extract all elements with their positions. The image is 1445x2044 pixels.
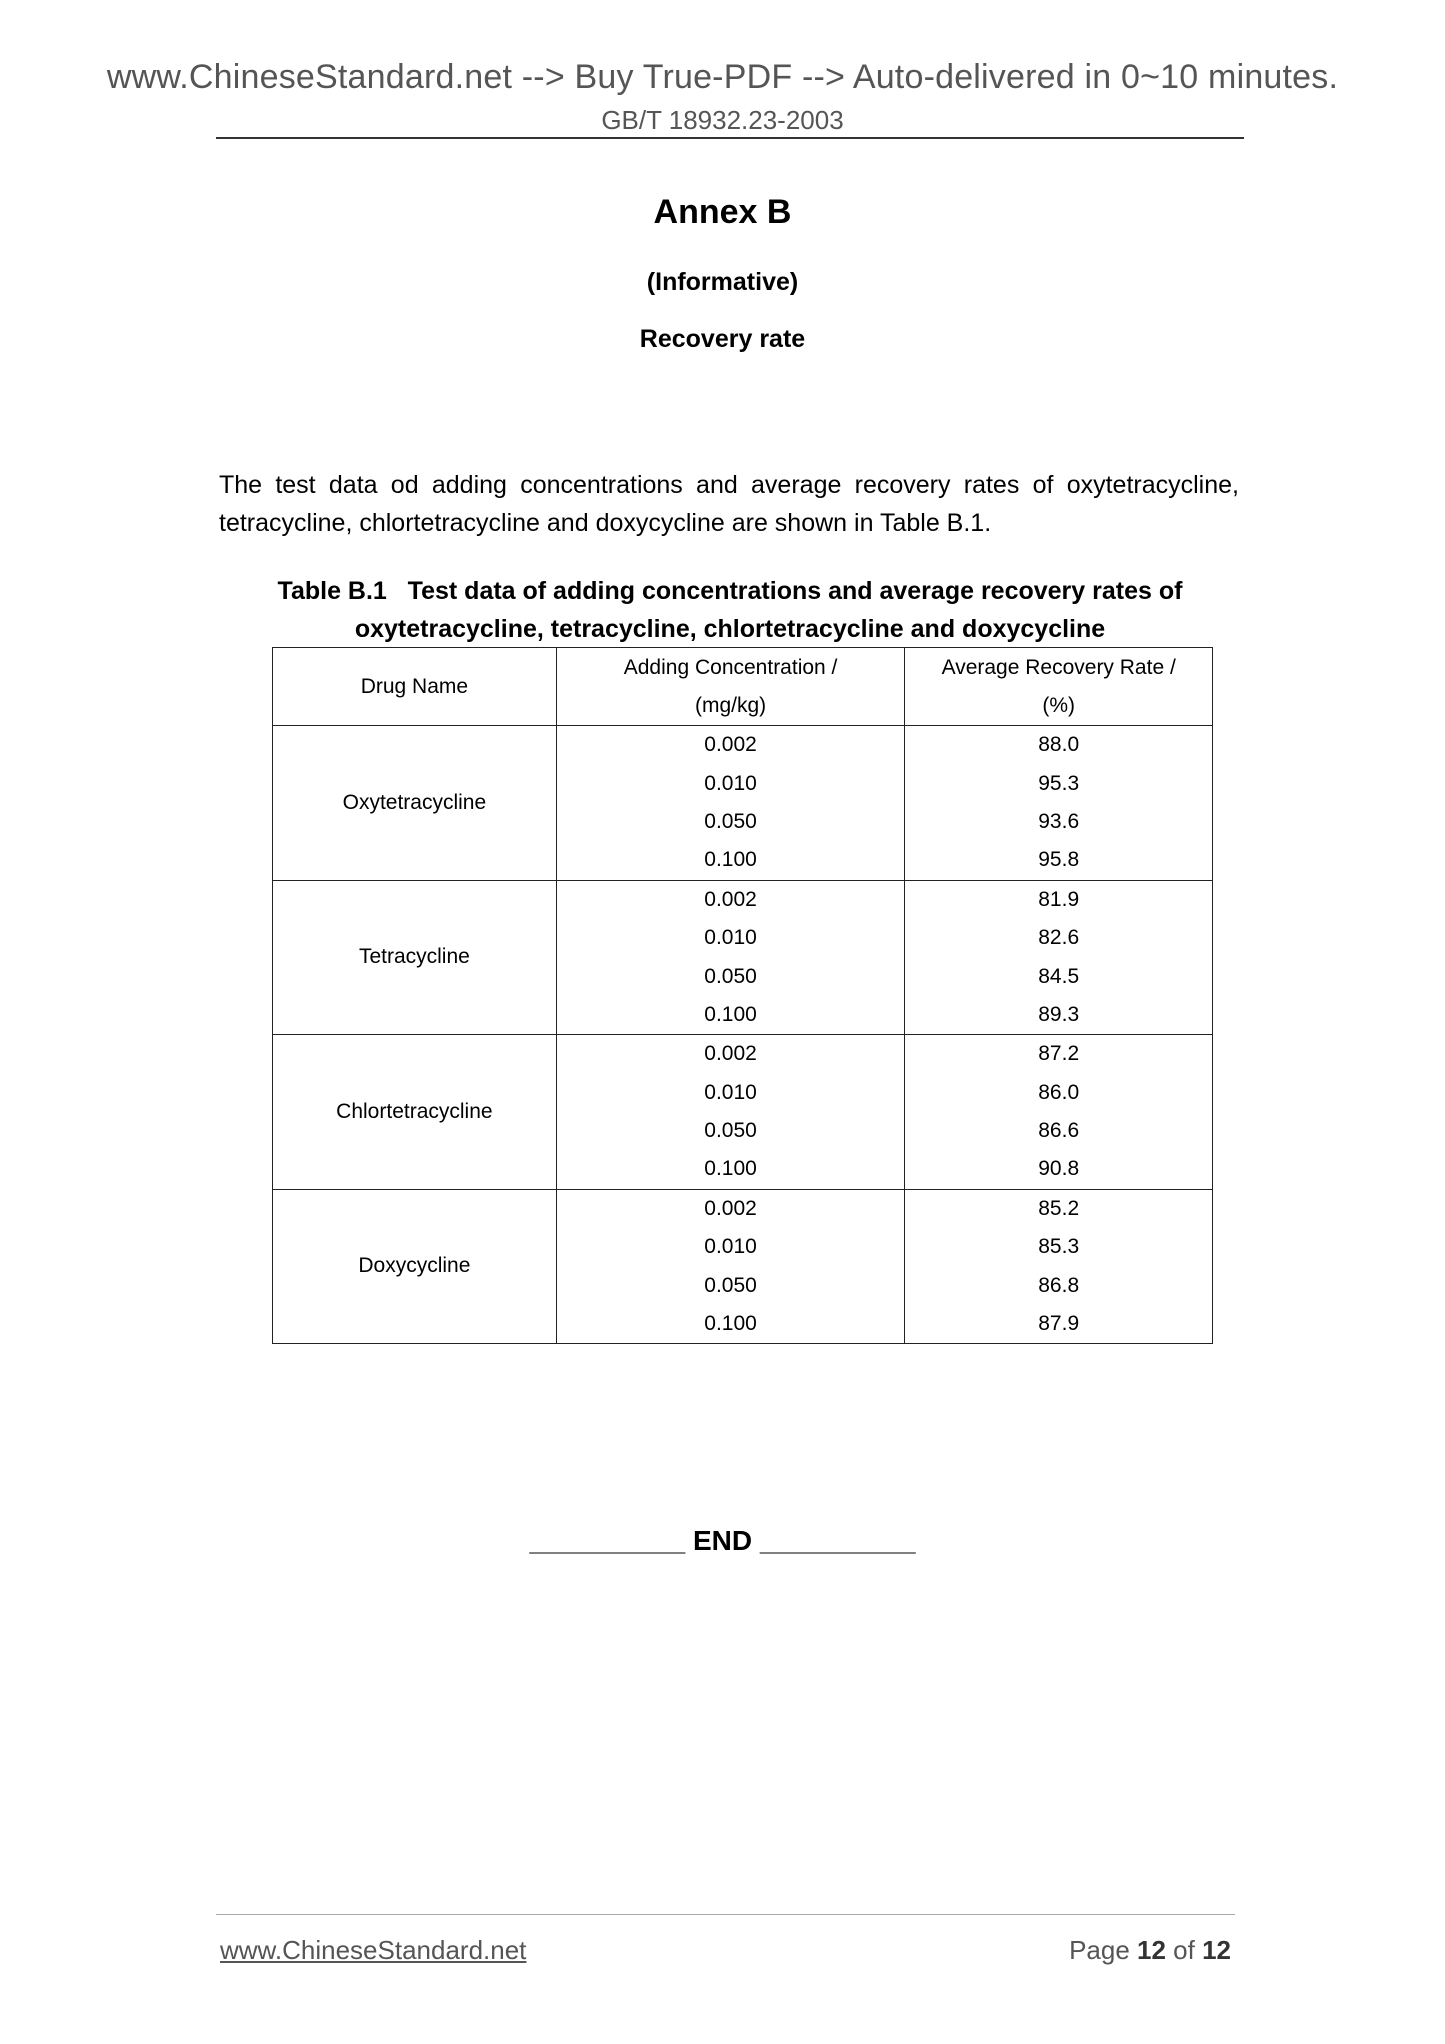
page-total: 12 [1202,1935,1231,1965]
footer-site-link[interactable]: www.ChineseStandard.net [220,1935,527,1965]
concentration-cell: 0.002 [556,880,905,919]
page-of: of [1165,1935,1203,1965]
table-caption-line-2: oxytetracycline, tetracycline, chlortetracycline and doxycycline [354,615,1106,643]
concentration-cell: 0.010 [556,764,905,802]
drug-name-cell: Doxycycline [273,1189,557,1344]
recovery-rate-cell: 88.0 [905,726,1213,765]
concentration-cell: 0.002 [556,726,905,765]
recovery-rate-cell: 81.9 [905,880,1213,919]
concentration-cell: 0.050 [556,957,905,995]
concentration-cell: 0.050 [556,1112,905,1150]
concentration-cell: 0.050 [556,1266,905,1304]
recovery-rate-cell: 85.3 [905,1228,1213,1266]
recovery-rate-cell: 82.6 [905,919,1213,957]
header-conc-label: Adding Concentration / [623,655,838,679]
recovery-rate-cell: 95.8 [905,841,1213,880]
table-caption [216,572,1244,648]
recovery-rate-table [272,647,1213,1344]
header-average-recovery-rate [905,648,1213,726]
concentration-cell: 0.050 [556,803,905,841]
recovery-rate-cell: 86.6 [905,1112,1213,1150]
header-drug-name: Drug Name [273,648,557,726]
page-indicator [1069,1935,1231,1966]
annex-name: Recovery rate [639,325,806,353]
table-body [273,726,1213,1344]
recovery-rate-cell: 86.0 [905,1074,1213,1112]
recovery-rate-cell: 89.3 [905,996,1213,1035]
drug-name-cell: Chlortetracycline [273,1035,557,1190]
header-rate-label: Average Recovery Rate / [941,655,1176,679]
concentration-cell: 0.002 [556,1035,905,1074]
annex-type: (Informative) [646,268,799,296]
drug-name-cell: Oxytetracycline [273,726,557,881]
drug-name-cell: Tetracycline [273,880,557,1035]
recovery-rate-cell: 85.2 [905,1189,1213,1228]
recovery-rate-cell: 95.3 [905,764,1213,802]
table-row [273,1035,1213,1074]
concentration-cell: 0.010 [556,919,905,957]
recovery-rate-cell: 87.9 [905,1305,1213,1344]
concentration-cell: 0.100 [556,1150,905,1189]
concentration-cell: 0.002 [556,1189,905,1228]
page-current: 12 [1137,1935,1166,1965]
recovery-rate-cell: 87.2 [905,1035,1213,1074]
table-header-row [273,648,1213,726]
standard-code: GB/T 18932.23-2003 [601,105,844,135]
footer-divider [216,1914,1235,1915]
concentration-cell: 0.010 [556,1228,905,1266]
table-row [273,1189,1213,1228]
intro-paragraph: The test data od adding concentrations and average recovery rates of oxytetracycline, tetracycline, chlortetracycline and doxycycline are shown in Table B.1. [219,471,1239,537]
concentration-cell: 0.100 [556,841,905,880]
page-prefix: Page [1069,1935,1138,1965]
concentration-cell: 0.010 [556,1074,905,1112]
header-adding-concentration [556,648,905,726]
recovery-rate-cell: 86.8 [905,1266,1213,1304]
table-row [273,880,1213,919]
recovery-rate-cell: 93.6 [905,803,1213,841]
concentration-cell: 0.100 [556,1305,905,1344]
recovery-rate-cell: 90.8 [905,1150,1213,1189]
header-conc-unit: (mg/kg) [694,693,767,717]
concentration-cell: 0.100 [556,996,905,1035]
header-divider [216,137,1244,139]
header-rate-unit: (%) [1042,693,1076,717]
table-row [273,726,1213,765]
site-banner: www.ChineseStandard.net --> Buy True-PDF --> Auto-delivered in 0~10 minutes. [106,58,1339,96]
end-marker: __________ END __________ [529,1525,916,1556]
table-caption-line-1: Table B.1 Test data of adding concentrations and average recovery rates of [277,577,1183,605]
recovery-rate-cell: 84.5 [905,957,1213,995]
annex-title: Annex B [653,193,792,231]
